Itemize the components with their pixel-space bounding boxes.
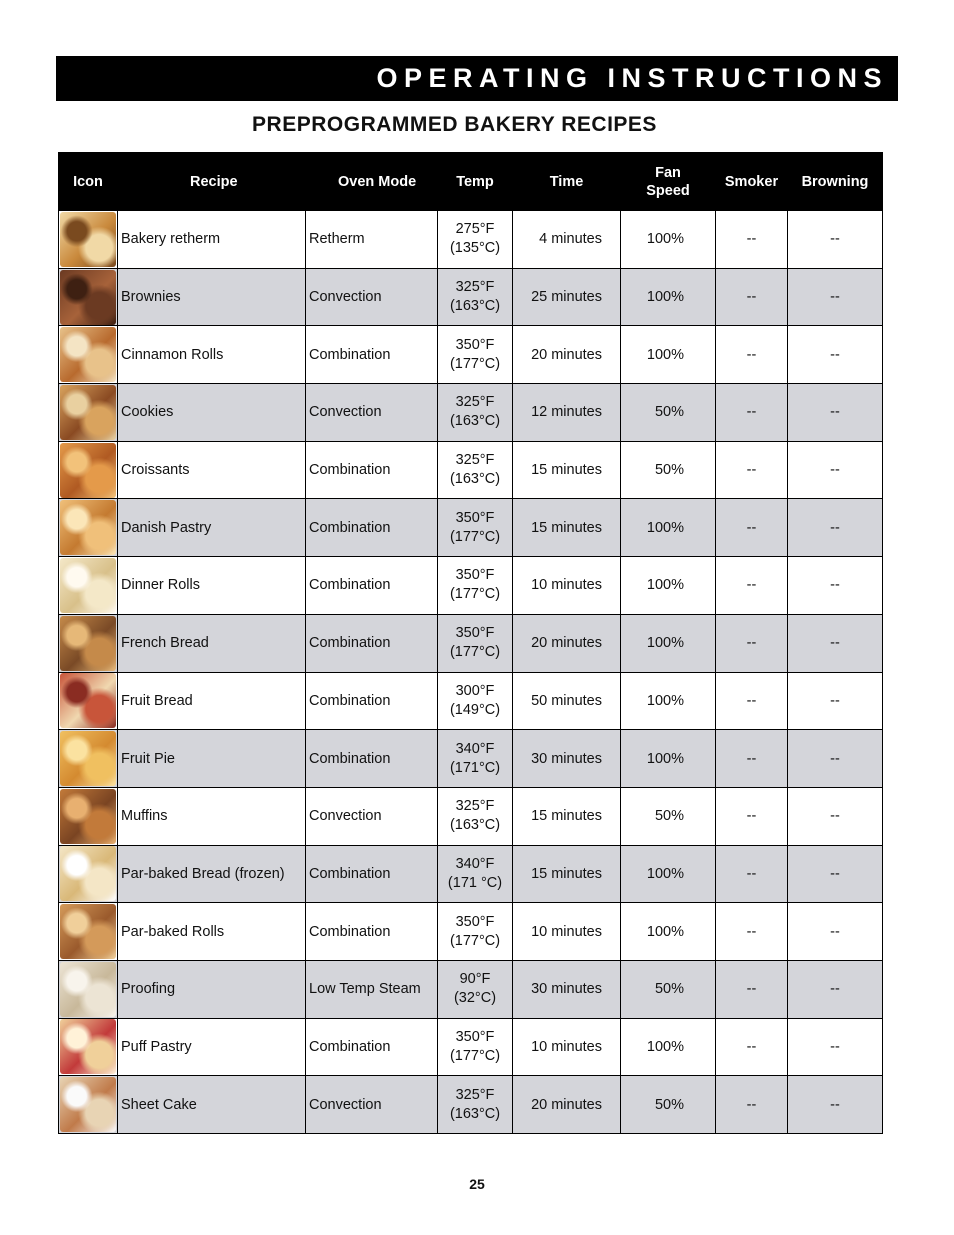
temp-fahrenheit: 350°F <box>455 336 495 353</box>
bakery-retherm-photo <box>60 212 116 267</box>
smoker-cell: -- <box>716 787 788 845</box>
fan-speed-cell: 50% <box>621 960 716 1018</box>
recipe-cell: Danish Pastry <box>118 499 306 557</box>
header-fan-speed <box>621 153 716 211</box>
cookies-photo <box>60 385 116 440</box>
header-recipe: Recipe <box>118 153 306 211</box>
temp-celsius: (149°C) <box>449 701 501 718</box>
browning-cell: -- <box>788 499 883 557</box>
temp-celsius: (177°C) <box>449 1047 501 1064</box>
time-cell: 10 minutes <box>513 1018 621 1076</box>
temp-cell <box>438 960 513 1018</box>
oven-mode-cell: Combination <box>306 730 438 788</box>
browning-cell: -- <box>788 1018 883 1076</box>
temp-celsius: (177°C) <box>449 355 501 372</box>
browning-cell: -- <box>788 384 883 442</box>
fruit-pie-photo <box>60 731 116 786</box>
temp-fahrenheit: 350°F <box>455 567 495 584</box>
header-browning: Browning <box>788 153 883 211</box>
recipe-cell: French Bread <box>118 614 306 672</box>
time-cell: 50 minutes <box>513 672 621 730</box>
par-baked-bread-photo <box>60 846 116 901</box>
oven-mode-cell: Combination <box>306 614 438 672</box>
temp-cell <box>438 384 513 442</box>
icon-cell <box>59 672 118 730</box>
page-number: 25 <box>469 1176 485 1192</box>
header-icon: Icon <box>59 153 118 211</box>
table-row <box>59 557 883 615</box>
temp-cell <box>438 1018 513 1076</box>
header-temp: Temp <box>438 153 513 211</box>
temp-celsius: (171 °C) <box>447 874 503 891</box>
oven-mode-cell: Combination <box>306 845 438 903</box>
temp-celsius: (163°C) <box>449 471 501 488</box>
icon-cell <box>59 557 118 615</box>
table-row <box>59 787 883 845</box>
table-row <box>59 499 883 557</box>
dinner-rolls-photo <box>60 558 116 613</box>
icon-cell <box>59 384 118 442</box>
temp-cell <box>438 326 513 384</box>
smoker-cell: -- <box>716 384 788 442</box>
proofing-photo <box>60 962 116 1017</box>
table-row <box>59 211 883 269</box>
icon-cell <box>59 730 118 788</box>
temp-cell <box>438 730 513 788</box>
fan-speed-cell: 100% <box>621 903 716 961</box>
time-cell: 25 minutes <box>513 268 621 326</box>
smoker-cell: -- <box>716 614 788 672</box>
smoker-cell: -- <box>716 326 788 384</box>
temp-celsius: (163°C) <box>449 298 501 315</box>
fan-speed-cell: 100% <box>621 672 716 730</box>
header-fan-line1: Fan <box>655 164 681 181</box>
fan-speed-cell: 50% <box>621 787 716 845</box>
temp-fahrenheit: 350°F <box>455 913 495 930</box>
icon-cell <box>59 903 118 961</box>
temp-celsius: (177°C) <box>449 932 501 949</box>
recipe-cell: Muffins <box>118 787 306 845</box>
table-row <box>59 845 883 903</box>
fan-speed-cell: 100% <box>621 845 716 903</box>
table-row <box>59 672 883 730</box>
recipe-cell: Bakery retherm <box>118 211 306 269</box>
smoker-cell: -- <box>716 1018 788 1076</box>
recipe-cell: Brownies <box>118 268 306 326</box>
temp-fahrenheit: 275°F <box>455 221 495 238</box>
oven-mode-cell: Retherm <box>306 211 438 269</box>
fan-speed-cell: 100% <box>621 730 716 788</box>
puff-pastry-photo <box>60 1019 116 1074</box>
recipe-cell: Sheet Cake <box>118 1076 306 1134</box>
recipe-cell: Fruit Bread <box>118 672 306 730</box>
recipe-cell: Fruit Pie <box>118 730 306 788</box>
fan-speed-cell: 100% <box>621 499 716 557</box>
recipe-cell: Croissants <box>118 441 306 499</box>
temp-cell <box>438 441 513 499</box>
section-banner <box>56 56 898 101</box>
time-cell: 15 minutes <box>513 845 621 903</box>
page-subtitle <box>0 113 954 137</box>
temp-celsius: (163°C) <box>449 817 501 834</box>
temp-celsius: (163°C) <box>449 1105 501 1122</box>
browning-cell: -- <box>788 960 883 1018</box>
table-row <box>59 960 883 1018</box>
smoker-cell: -- <box>716 268 788 326</box>
table-row <box>59 1076 883 1134</box>
temp-celsius: (163°C) <box>449 413 501 430</box>
browning-cell: -- <box>788 845 883 903</box>
oven-mode-cell: Combination <box>306 1018 438 1076</box>
icon-cell <box>59 787 118 845</box>
fan-speed-cell: 100% <box>621 557 716 615</box>
oven-mode-cell: Convection <box>306 787 438 845</box>
fan-speed-cell: 50% <box>621 384 716 442</box>
temp-celsius: (177°C) <box>449 644 501 661</box>
temp-fahrenheit: 325°F <box>455 279 495 296</box>
temp-celsius: (177°C) <box>449 586 501 603</box>
table-row <box>59 903 883 961</box>
oven-mode-cell: Convection <box>306 1076 438 1134</box>
browning-cell: -- <box>788 672 883 730</box>
smoker-cell: -- <box>716 211 788 269</box>
table-header-row <box>59 153 883 211</box>
oven-mode-cell: Low Temp Steam <box>306 960 438 1018</box>
time-cell: 15 minutes <box>513 441 621 499</box>
cinnamon-rolls-photo <box>60 327 116 382</box>
table-row <box>59 326 883 384</box>
temp-cell <box>438 557 513 615</box>
time-cell: 4 minutes <box>513 211 621 269</box>
recipe-cell: Cookies <box>118 384 306 442</box>
browning-cell: -- <box>788 326 883 384</box>
temp-fahrenheit: 325°F <box>455 1086 495 1103</box>
time-cell: 30 minutes <box>513 960 621 1018</box>
oven-mode-cell: Convection <box>306 268 438 326</box>
browning-cell: -- <box>788 1076 883 1134</box>
header-oven-mode: Oven Mode <box>306 153 438 211</box>
oven-mode-cell: Combination <box>306 557 438 615</box>
time-cell: 20 minutes <box>513 326 621 384</box>
fan-speed-cell: 100% <box>621 268 716 326</box>
recipe-cell: Proofing <box>118 960 306 1018</box>
browning-cell: -- <box>788 730 883 788</box>
brownies-photo <box>60 270 116 325</box>
french-bread-photo <box>60 616 116 671</box>
temp-cell <box>438 845 513 903</box>
temp-fahrenheit: 325°F <box>455 798 495 815</box>
time-cell: 20 minutes <box>513 614 621 672</box>
icon-cell <box>59 1076 118 1134</box>
icon-cell <box>59 211 118 269</box>
recipe-cell: Par-baked Bread (frozen) <box>118 845 306 903</box>
header-smoker: Smoker <box>716 153 788 211</box>
icon-cell <box>59 614 118 672</box>
temp-fahrenheit: 350°F <box>455 1028 495 1045</box>
table-row <box>59 614 883 672</box>
recipe-cell: Puff Pastry <box>118 1018 306 1076</box>
temp-celsius: (135°C) <box>449 240 501 257</box>
header-time: Time <box>513 153 621 211</box>
recipe-cell: Par-baked Rolls <box>118 903 306 961</box>
temp-cell <box>438 903 513 961</box>
temp-fahrenheit: 340°F <box>455 855 495 872</box>
time-cell: 30 minutes <box>513 730 621 788</box>
table-row <box>59 268 883 326</box>
fan-speed-cell: 100% <box>621 1018 716 1076</box>
temp-cell <box>438 672 513 730</box>
icon-cell <box>59 499 118 557</box>
temp-fahrenheit: 90°F <box>459 971 491 988</box>
banner-title: OPERATING INSTRUCTIONS <box>376 63 888 93</box>
temp-fahrenheit: 350°F <box>455 509 495 526</box>
fan-speed-cell: 50% <box>621 1076 716 1134</box>
temp-cell <box>438 614 513 672</box>
browning-cell: -- <box>788 787 883 845</box>
temp-cell <box>438 268 513 326</box>
fruit-bread-photo <box>60 673 116 728</box>
temp-fahrenheit: 350°F <box>455 625 495 642</box>
icon-cell <box>59 845 118 903</box>
oven-mode-cell: Combination <box>306 672 438 730</box>
recipe-cell: Dinner Rolls <box>118 557 306 615</box>
time-cell: 20 minutes <box>513 1076 621 1134</box>
smoker-cell: -- <box>716 730 788 788</box>
icon-cell <box>59 960 118 1018</box>
fan-speed-cell: 100% <box>621 614 716 672</box>
oven-mode-cell: Combination <box>306 326 438 384</box>
smoker-cell: -- <box>716 557 788 615</box>
icon-cell <box>59 1018 118 1076</box>
temp-celsius: (177°C) <box>449 528 501 545</box>
smoker-cell: -- <box>716 672 788 730</box>
sheet-cake-photo <box>60 1077 116 1132</box>
croissants-photo <box>60 443 116 498</box>
temp-fahrenheit: 325°F <box>455 452 495 469</box>
browning-cell: -- <box>788 441 883 499</box>
temp-fahrenheit: 340°F <box>455 740 495 757</box>
recipe-cell: Cinnamon Rolls <box>118 326 306 384</box>
subtitle-text: PREPROGRAMMED BAKERY RECIPES <box>252 113 657 136</box>
browning-cell: -- <box>788 211 883 269</box>
table-row <box>59 384 883 442</box>
smoker-cell: -- <box>716 845 788 903</box>
browning-cell: -- <box>788 268 883 326</box>
fan-speed-cell: 100% <box>621 211 716 269</box>
browning-cell: -- <box>788 903 883 961</box>
par-baked-rolls-photo <box>60 904 116 959</box>
smoker-cell: -- <box>716 960 788 1018</box>
icon-cell <box>59 326 118 384</box>
icon-cell <box>59 268 118 326</box>
temp-celsius: (171°C) <box>449 759 501 776</box>
time-cell: 10 minutes <box>513 557 621 615</box>
fan-speed-cell: 50% <box>621 441 716 499</box>
oven-mode-cell: Combination <box>306 903 438 961</box>
danish-pastry-photo <box>60 500 116 555</box>
temp-cell <box>438 211 513 269</box>
oven-mode-cell: Combination <box>306 499 438 557</box>
icon-cell <box>59 441 118 499</box>
temp-celsius: (32°C) <box>453 990 497 1007</box>
oven-mode-cell: Combination <box>306 441 438 499</box>
time-cell: 15 minutes <box>513 787 621 845</box>
temp-fahrenheit: 325°F <box>455 394 495 411</box>
time-cell: 12 minutes <box>513 384 621 442</box>
temp-fahrenheit: 300°F <box>455 682 495 699</box>
smoker-cell: -- <box>716 499 788 557</box>
time-cell: 15 minutes <box>513 499 621 557</box>
table-row <box>59 1018 883 1076</box>
smoker-cell: -- <box>716 1076 788 1134</box>
fan-speed-cell: 100% <box>621 326 716 384</box>
table-row <box>59 441 883 499</box>
browning-cell: -- <box>788 557 883 615</box>
oven-mode-cell: Convection <box>306 384 438 442</box>
header-fan-line2: Speed <box>646 182 690 199</box>
smoker-cell: -- <box>716 903 788 961</box>
temp-cell <box>438 499 513 557</box>
smoker-cell: -- <box>716 441 788 499</box>
temp-cell <box>438 787 513 845</box>
recipes-table <box>58 152 883 1134</box>
muffins-photo <box>60 789 116 844</box>
table-row <box>59 730 883 788</box>
time-cell: 10 minutes <box>513 903 621 961</box>
temp-cell <box>438 1076 513 1134</box>
browning-cell: -- <box>788 614 883 672</box>
